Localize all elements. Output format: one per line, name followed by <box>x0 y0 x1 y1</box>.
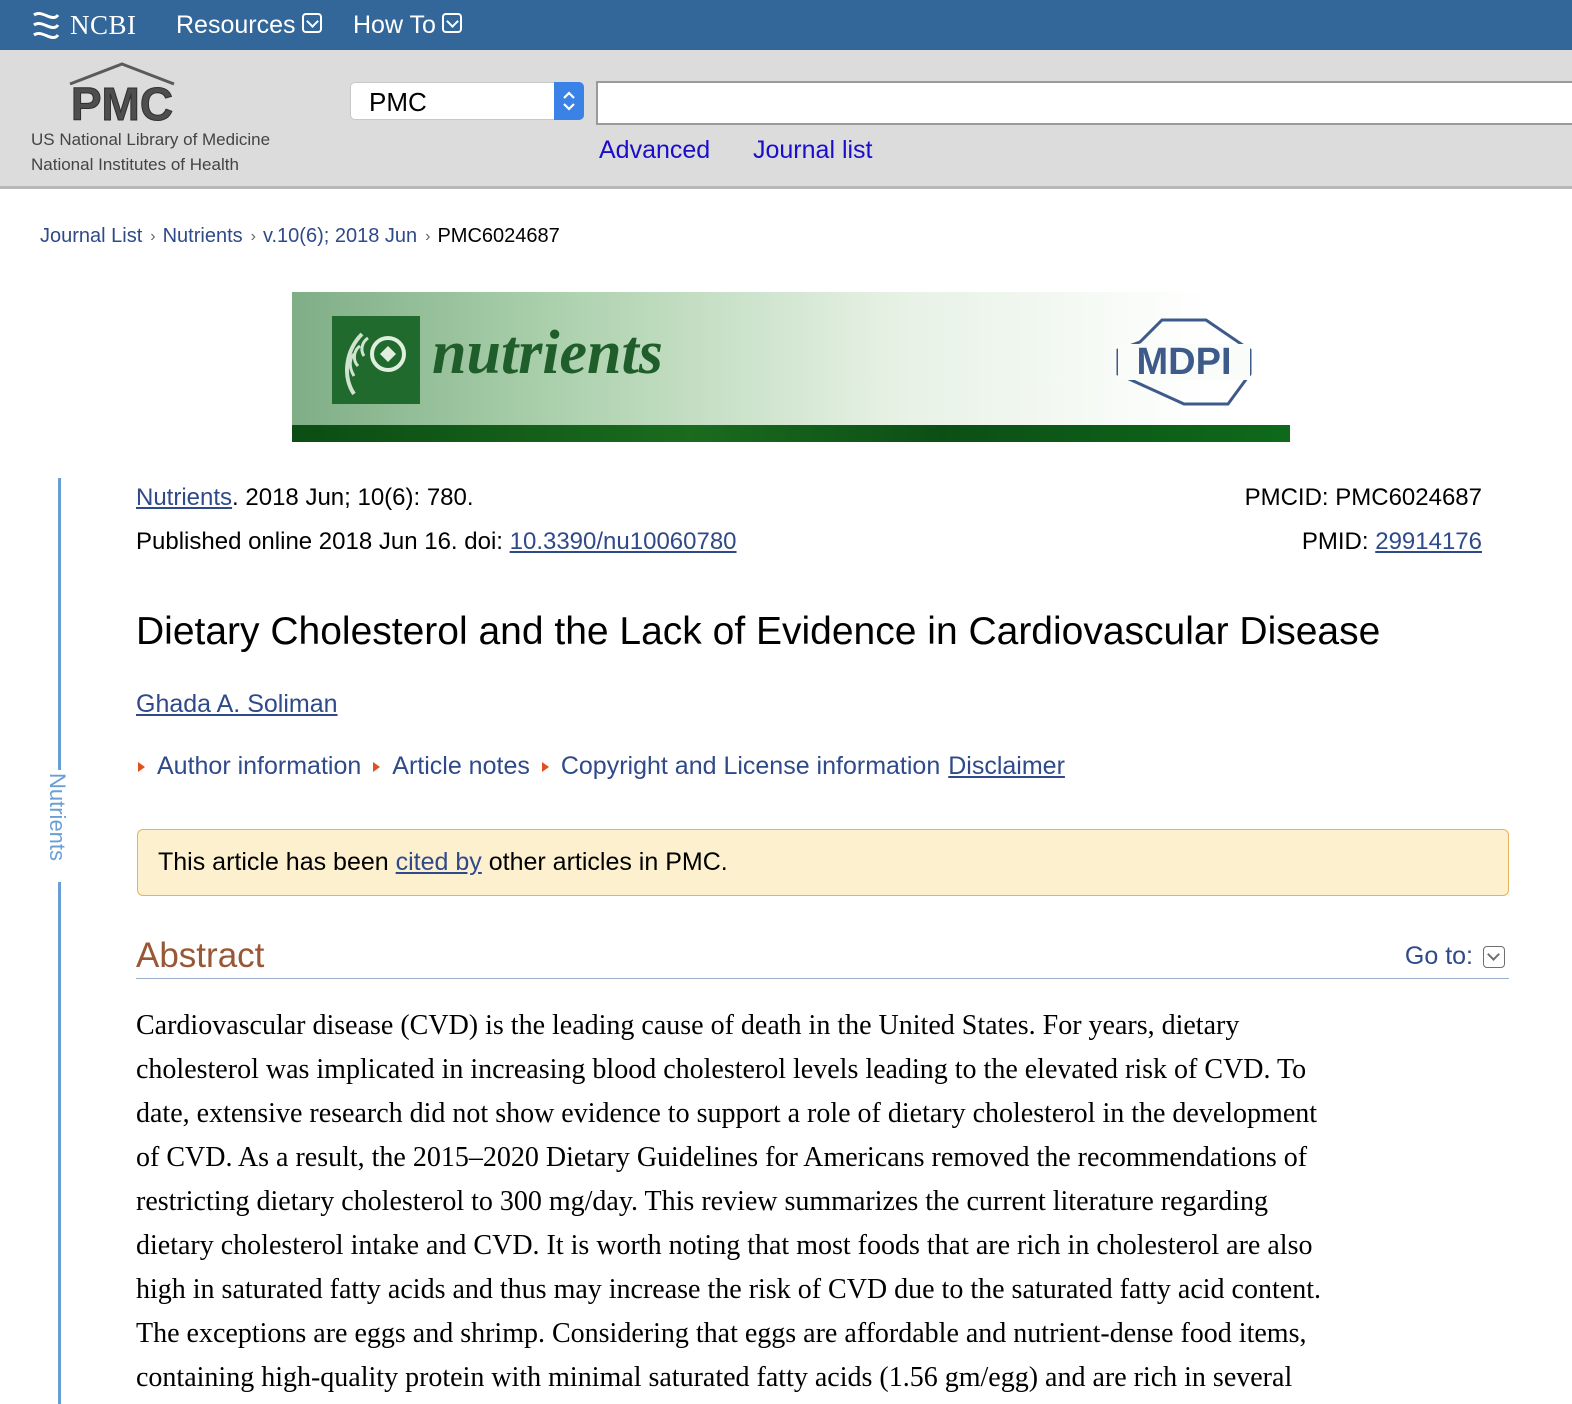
notice-prefix: This article has been <box>158 848 396 876</box>
issue-text: . 2018 Jun; 10(6): 780. <box>232 484 474 511</box>
doi-link[interactable]: 10.3390/nu10060780 <box>509 528 737 555</box>
chevron-down-icon <box>442 13 462 33</box>
abstract-heading: Abstract <box>136 936 265 975</box>
breadcrumb-journal-list[interactable]: Journal List <box>40 225 143 247</box>
side-nav-journal[interactable] <box>41 770 77 882</box>
abstract-line: The exceptions are eggs and shrimp. Considering that eggs are affordable and nutrient-dense food items, <box>136 1318 1307 1349</box>
pmc-logo-graphic <box>66 62 186 128</box>
search-input[interactable] <box>596 81 1572 125</box>
notice-suffix: other articles in PMC. <box>481 848 728 876</box>
pmc-header <box>0 50 1572 189</box>
abstract-header <box>136 936 1509 979</box>
abstract-line: dietary cholesterol intake and CVD. It is worth noting that most foods that are rich in cholesterol are also <box>136 1230 1313 1261</box>
breadcrumb-nutrients[interactable]: Nutrients <box>162 225 243 247</box>
resources-menu-label: Resources <box>176 10 296 39</box>
article-title: Dietary Cholesterol and the Lack of Evidence in Cardiovascular Disease <box>136 610 1381 653</box>
expand-triangle-icon <box>138 762 145 772</box>
ncbi-helix-icon <box>30 9 62 41</box>
author-line <box>136 690 338 719</box>
abstract-line: Cardiovascular disease (CVD) is the leading cause of death in the United States. For years, dietary <box>136 1010 1240 1041</box>
abstract-line: restricting dietary cholesterol to 300 mg/day. This review summarizes the current literature regarding <box>136 1186 1269 1217</box>
breadcrumb-separator-icon: › <box>250 227 256 245</box>
abstract-line: date, extensive research did not show evidence to support a role of dietary cholesterol in the development <box>136 1098 1318 1129</box>
abstract-line: of CVD. As a result, the 2015–2020 Dietary Guidelines for Americans removed the recommendations of <box>136 1142 1308 1173</box>
side-nav-line <box>58 478 61 1404</box>
goto-menu[interactable] <box>1405 942 1505 971</box>
journal-banner[interactable] <box>292 292 1290 442</box>
abstract-line: cholesterol was implicated in increasing blood cholesterol levels leading to the elevated risk of CVD. To <box>136 1054 1307 1085</box>
breadcrumb-separator-icon: › <box>150 227 156 245</box>
pmid-link[interactable]: 29914176 <box>1375 528 1482 555</box>
breadcrumb <box>40 225 560 248</box>
pmcid-text: PMCID: PMC6024687 <box>1244 484 1482 511</box>
cited-by-notice <box>137 829 1509 896</box>
expand-triangle-icon <box>373 762 380 772</box>
ncbi-logo[interactable] <box>30 7 137 43</box>
chevron-down-icon <box>302 13 322 33</box>
copyright-label: Copyright and License information <box>560 752 941 780</box>
database-select-value: PMC <box>369 87 427 117</box>
author-link[interactable]: Ghada A. Soliman <box>136 690 338 718</box>
citation-line <box>136 484 474 512</box>
author-information-toggle[interactable] <box>138 752 361 781</box>
pmid-line <box>1302 528 1482 556</box>
abstract-line: high in saturated fatty acids and thus may increase the risk of CVD due to the saturated fatty acid content. <box>136 1274 1321 1305</box>
advanced-search-link[interactable]: Advanced <box>599 136 711 164</box>
article-notes-toggle[interactable] <box>373 752 530 781</box>
article-notes-label: Article notes <box>392 752 530 780</box>
disclaimer-link[interactable]: Disclaimer <box>948 752 1065 780</box>
pmc-logo-text: PMC <box>70 78 174 128</box>
journal-list-link[interactable]: Journal list <box>753 136 873 164</box>
mdpi-logo-text: MDPI <box>1136 341 1232 383</box>
banner-stripe <box>292 425 1290 442</box>
nlm-label: US National Library of Medicine <box>31 130 271 149</box>
author-information-label: Author information <box>157 752 362 780</box>
abstract-line: containing high-quality protein with minimal saturated fatty acids (1.56 gm/egg) and are rich in several <box>136 1362 1293 1393</box>
pmid-label: PMID: <box>1301 528 1376 555</box>
journal-link[interactable]: Nutrients <box>136 484 233 511</box>
chevron-down-icon <box>1483 946 1505 968</box>
mdpi-logo <box>1116 316 1252 413</box>
goto-label: Go to: <box>1404 942 1473 970</box>
journal-emblem-icon <box>332 316 420 404</box>
how-to-menu-label: How To <box>353 10 436 39</box>
pmc-logo[interactable] <box>66 62 186 133</box>
published-text: Published online 2018 Jun 16. doi: <box>136 528 510 555</box>
published-line <box>136 528 737 556</box>
breadcrumb-issue[interactable]: v.10(6); 2018 Jun <box>262 225 418 247</box>
how-to-menu[interactable] <box>353 0 462 50</box>
ncbi-top-bar <box>0 0 1572 50</box>
article-info-toggles <box>138 752 1065 781</box>
select-stepper-icon <box>554 82 584 120</box>
database-select[interactable] <box>350 82 584 120</box>
abstract-text <box>136 1004 1511 1400</box>
cited-by-link[interactable]: cited by <box>395 848 482 876</box>
journal-name: nutrients <box>432 319 663 387</box>
expand-triangle-icon <box>542 762 549 772</box>
side-nav-label: Nutrients <box>45 773 70 862</box>
breadcrumb-separator-icon: › <box>425 227 431 245</box>
nih-label: National Institutes of Health <box>31 155 239 174</box>
copyright-toggle[interactable] <box>542 752 940 781</box>
ncbi-logo-text: NCBI <box>70 9 137 40</box>
resources-menu[interactable] <box>176 0 322 50</box>
breadcrumb-current: PMC6024687 <box>437 225 560 247</box>
